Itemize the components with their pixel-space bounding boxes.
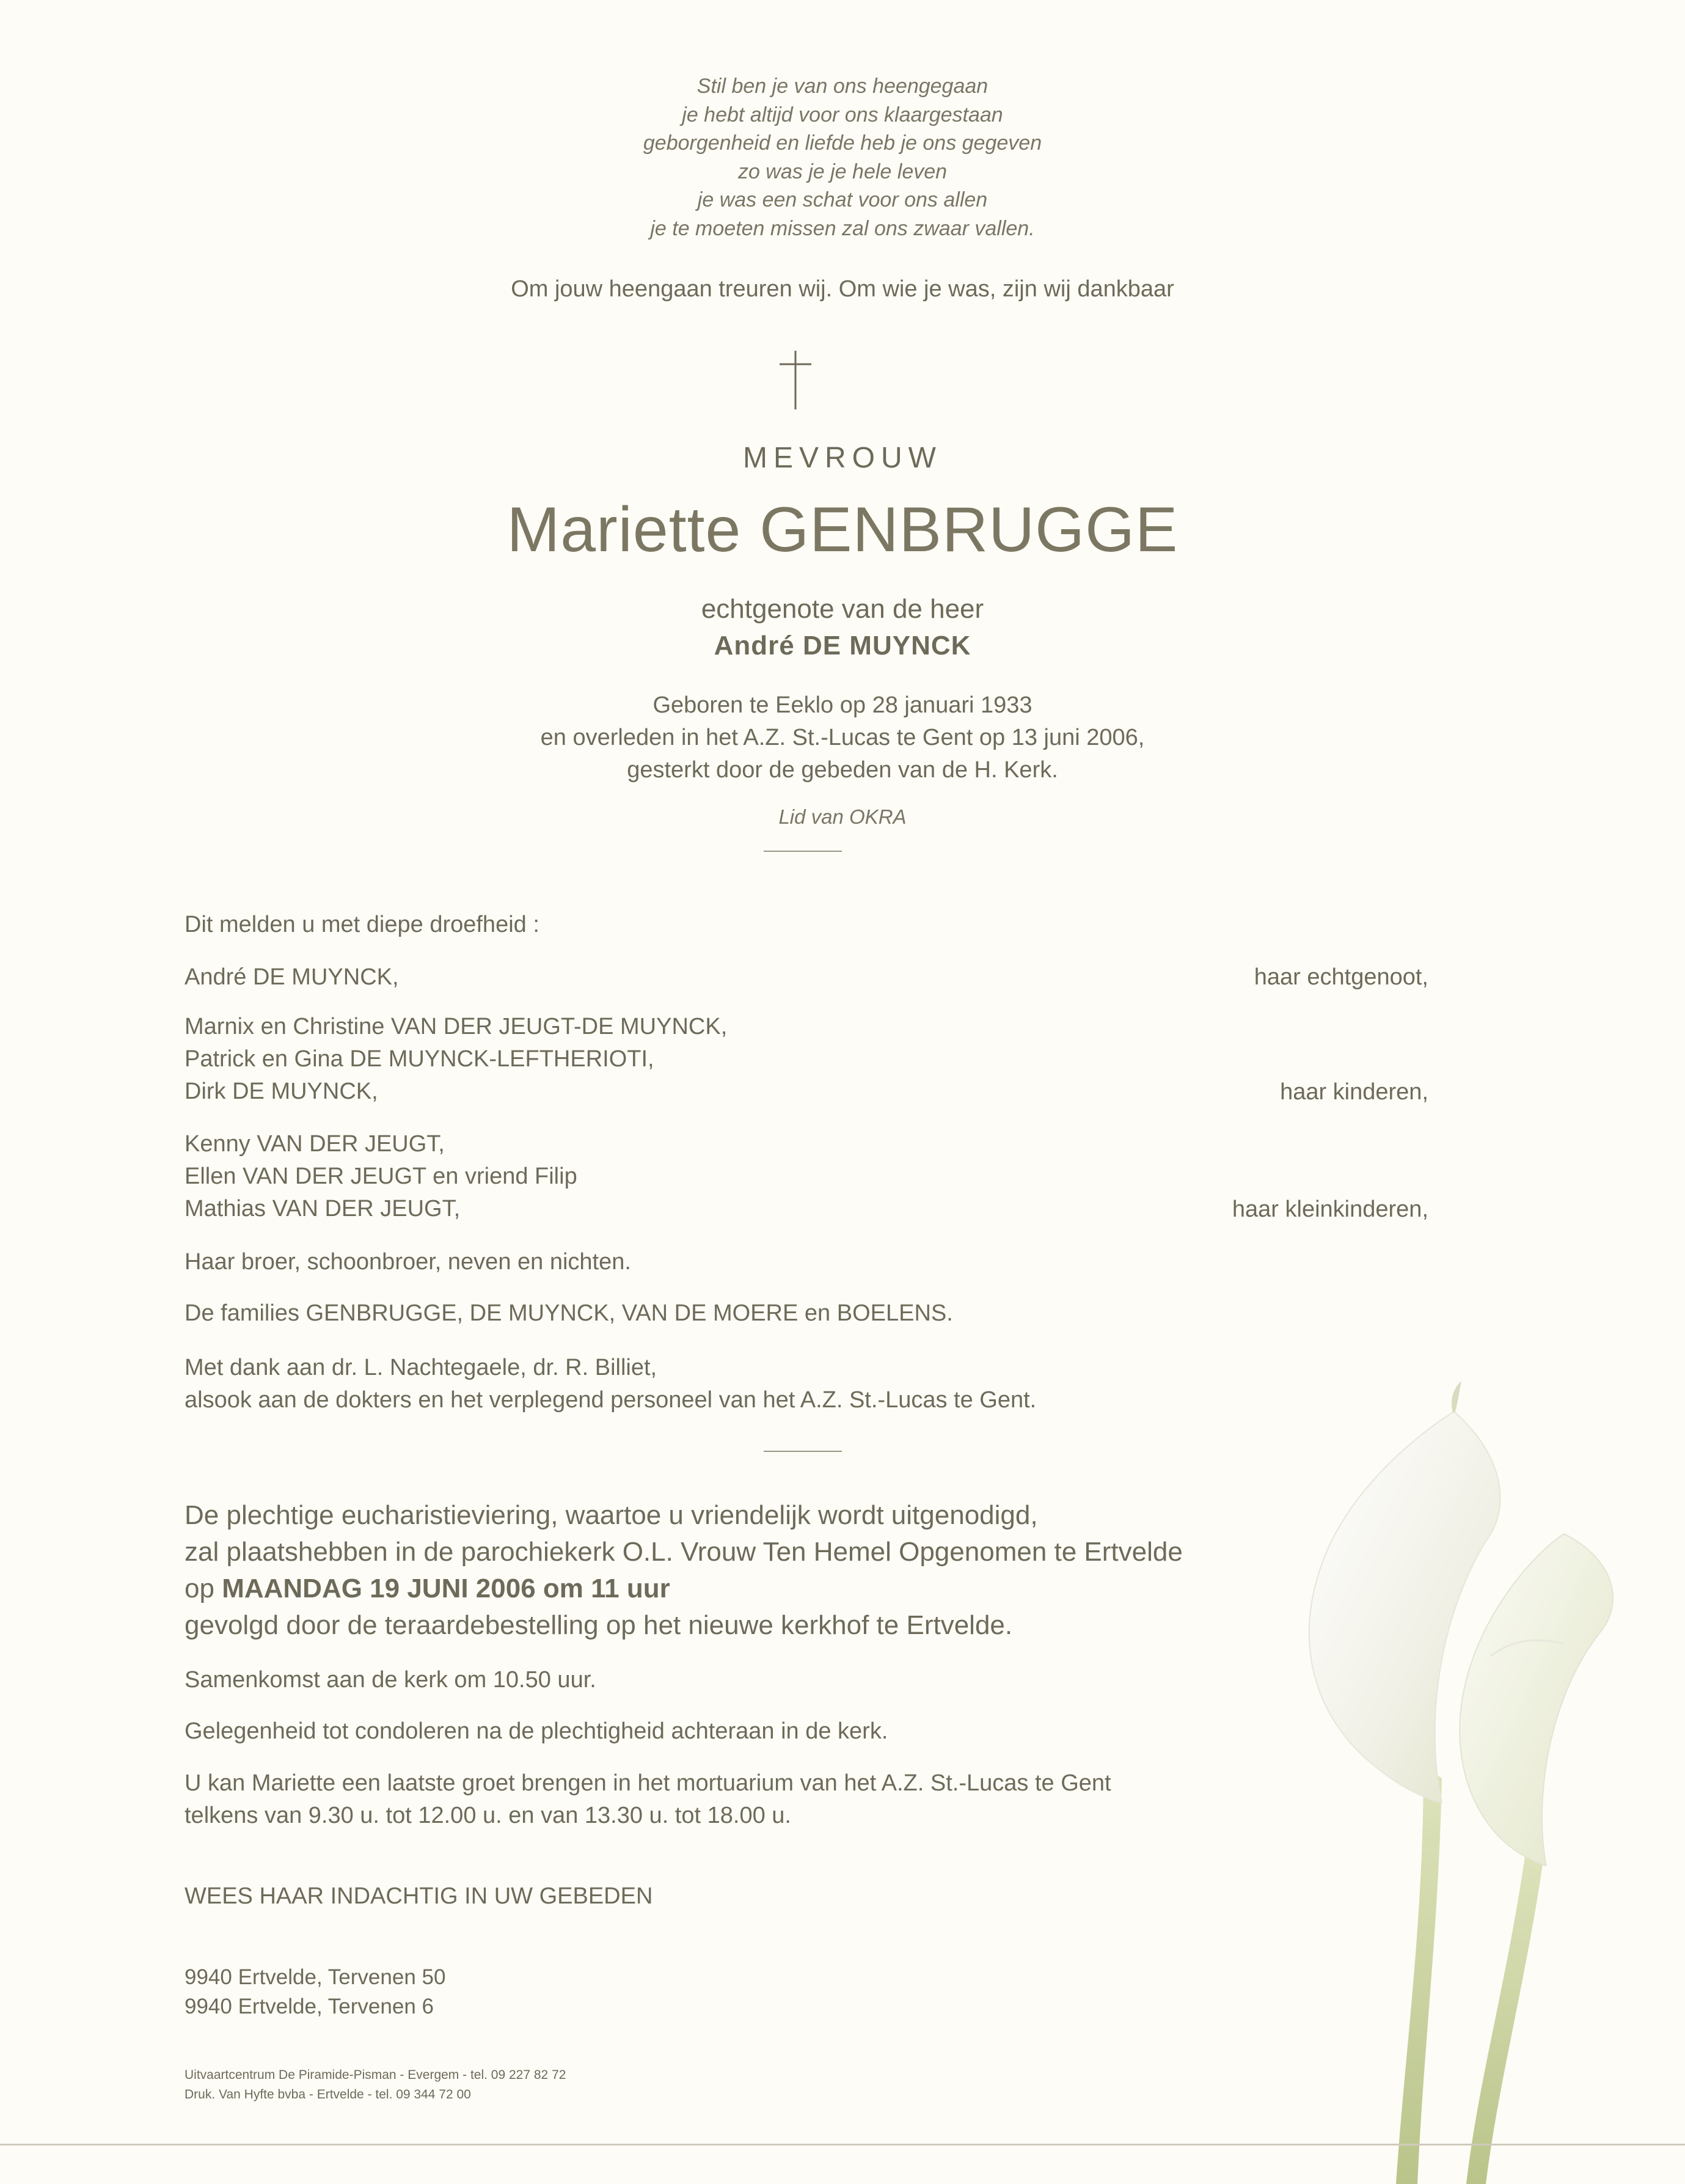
- poem-line: je hebt altijd voor ons klaargestaan: [682, 103, 1003, 126]
- grandchildren-role: haar kleinkinderen,: [1232, 1196, 1428, 1222]
- child-entry: Patrick en Gina DE MUYNCK-LEFTHERIOTI,: [185, 1046, 654, 1072]
- spouse-name: André DE MUYNCK: [714, 631, 971, 661]
- service-line: zal plaatshebben in de parochiekerk O.L. Vrouw Ten Hemel Opgenomen te Ertvelde: [185, 1537, 1183, 1567]
- visit-info: [185, 1767, 1111, 1832]
- spouse-role: haar echtgenoot,: [1254, 964, 1428, 990]
- service-date-prefix: op: [185, 1574, 214, 1603]
- service-date-line: [185, 1570, 1183, 1607]
- credit-line: Druk. Van Hyfte bvba - Ertvelde - tel. 09 344 72 00: [185, 2087, 471, 2102]
- spouse-intro: echtgenote van de heer: [701, 594, 984, 624]
- calla-lily-icon: [1222, 1375, 1685, 2184]
- birth-death-details: [0, 689, 1685, 786]
- announcement-intro: Dit melden u met diepe droefheid :: [185, 912, 539, 937]
- poem-line: Stil ben je van ons heengegaan: [696, 75, 989, 98]
- child-entry: Marnix en Christine VAN DER JEUGT-DE MUYNCK,: [185, 1014, 728, 1039]
- poem-line: je was een schat voor ons allen: [697, 188, 988, 211]
- families: De families GENBRUGGE, DE MUYNCK, VAN DE MOERE en BOELENS.: [185, 1300, 953, 1326]
- children-list: [185, 1011, 727, 1108]
- poem-line: je te moeten missen zal ons zwaar vallen.: [650, 216, 1035, 240]
- grandchild-entry: Mathias VAN DER JEUGT,: [185, 1196, 461, 1222]
- grandchildren-list: [185, 1128, 577, 1225]
- visit-line: U kan Mariette een laatste groet brengen in het mortuarium van het A.Z. St.-Lucas te Gent: [185, 1770, 1111, 1796]
- cross-icon: [776, 351, 815, 409]
- thanks-line: Met dank aan dr. L. Nachtegaele, dr. R. Billiet,: [185, 1355, 657, 1380]
- membership: Lid van OKRA: [778, 805, 907, 828]
- poem: [0, 72, 1685, 243]
- visit-line: telkens van 9.30 u. tot 12.00 u. en van 13.30 u. tot 18.00 u.: [185, 1803, 791, 1828]
- children-role: haar kinderen,: [1280, 1079, 1428, 1105]
- grandchild-entry: Kenny VAN DER JEUGT,: [185, 1131, 445, 1157]
- bottom-border: [0, 2144, 1685, 2146]
- tagline: Om jouw heengaan treuren wij. Om wie je was, zijn wij dankbaar: [511, 276, 1174, 302]
- spouse-entry: André DE MUYNCK,: [185, 964, 399, 990]
- address-line: 9940 Ertvelde, Tervenen 6: [185, 1995, 434, 2018]
- divider: [764, 851, 842, 852]
- deceased-name: Mariette GENBRUGGE: [506, 494, 1179, 565]
- child-entry: Dirk DE MUYNCK,: [185, 1079, 378, 1104]
- closing: WEES HAAR INDACHTIG IN UW GEBEDEN: [185, 1883, 653, 1909]
- thanks-line: alsook aan de dokters en het verplegend personeel van het A.Z. St.-Lucas te Gent.: [185, 1387, 1037, 1413]
- title: MEVROUW: [743, 442, 942, 474]
- poem-line: zo was je je hele leven: [737, 159, 948, 183]
- divider: [764, 1451, 842, 1452]
- address-line: 9940 Ertvelde, Tervenen 50: [185, 1965, 446, 1989]
- detail-line: gesterkt door de gebeden van de H. Kerk.: [627, 757, 1058, 783]
- siblings: Haar broer, schoonbroer, neven en nichten.: [185, 1249, 631, 1275]
- service-line: De plechtige eucharistieviering, waartoe u vriendelijk wordt uitgenodigd,: [185, 1500, 1038, 1530]
- service-info: [185, 1497, 1183, 1644]
- detail-line: Geboren te Eeklo op 28 januari 1933: [652, 692, 1033, 718]
- gathering: Samenkomst aan de kerk om 10.50 uur.: [185, 1667, 596, 1693]
- addresses: [185, 1963, 445, 2021]
- service-date: MAANDAG 19 JUNI 2006 om 11 uur: [222, 1574, 670, 1603]
- condolences: Gelegenheid tot condoleren na de plechtigheid achteraan in de kerk.: [185, 1718, 888, 1744]
- credits: [185, 2065, 566, 2105]
- detail-line: en overleden in het A.Z. St.-Lucas te Gent op 13 juni 2006,: [540, 725, 1145, 750]
- poem-line: geborgenheid en liefde heb je ons gegeven: [643, 131, 1042, 155]
- thanks: [185, 1352, 1036, 1416]
- service-line: gevolgd door de teraardebestelling op het nieuwe kerkhof te Ertvelde.: [185, 1610, 1013, 1640]
- credit-line: Uitvaartcentrum De Piramide-Pisman - Evergem - tel. 09 227 82 72: [185, 2068, 566, 2082]
- grandchild-entry: Ellen VAN DER JEUGT en vriend Filip: [185, 1163, 577, 1189]
